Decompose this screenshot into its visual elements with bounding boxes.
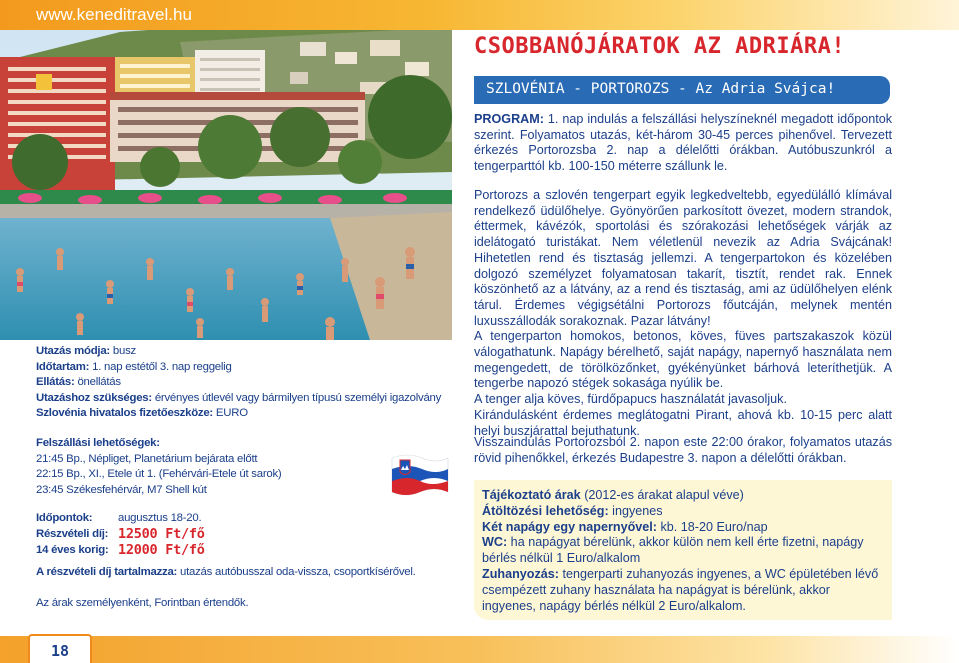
info-line: [482, 520, 884, 536]
currency-label: Szlovénia hivatalos fizetőeszköze:: [36, 407, 213, 420]
top-banner: [0, 0, 959, 30]
includes-label: A részvételi díj tartalmazza:: [36, 566, 178, 578]
program-body: 1. nap indulás a felszállási helyszíneknél megadott időpontok szerint. Folyamatos utazás, két-három 30-45 perces pihenővel. Tervezett érkezés Portorozsba 2. nap a délelőtti órákban. Autóbuszunkról a tengerparttól kb. 100-150 méterre szállunk le.: [474, 112, 893, 174]
travel-mode: [36, 344, 441, 360]
price-note: Az árak személyenként, Forintban értendők.: [36, 597, 249, 609]
departure-item: 23:45 Székesfehérvár, M7 Shell kút: [36, 483, 207, 496]
travel-currency: [36, 406, 441, 422]
travel-docs: [36, 391, 441, 407]
program-label: PROGRAM:: [474, 112, 544, 126]
departure-list: [36, 436, 281, 498]
dates-value: augusztus 18-20.: [118, 512, 202, 524]
travel-duration: [36, 360, 441, 376]
price-includes: [36, 565, 416, 581]
footer-bar: [0, 636, 959, 663]
info-value: ha napágyat bérelünk, akkor külön nem kell érte fizetni, napágy bérlés nélkül 1 Euro/alkalom: [482, 535, 864, 566]
departure-label: Felszállási lehetőségek:: [36, 437, 160, 449]
slovenia-flag-icon: [388, 450, 452, 500]
duration-label: Időtartam:: [36, 360, 90, 373]
info-label: WC:: [482, 535, 508, 550]
info-line: [482, 535, 884, 567]
info-label: Zuhanyozás:: [482, 566, 559, 581]
fee-price: 12500 Ft/fő: [118, 526, 205, 542]
info-value: (2012-es árakat alapul véve): [580, 488, 744, 502]
fee-row: [36, 527, 436, 543]
child-fee-row: [36, 543, 436, 559]
description-paragraph: A tenger alja köves, fürdőpapucs használatát javasoljuk.: [474, 392, 787, 407]
subtitle-banner: [474, 76, 890, 104]
fee-label: Részvételi díj:: [36, 528, 109, 540]
description-paragraph: Kirándulásként érdemes meglátogatni Pirant, ahová kb. 10-15 perc alatt helyi buszjárattal bejuthatunk.: [474, 407, 892, 438]
info-value: tengerparti zuhanyozás ingyenes, a WC épületében lévő csempézett zuhany használata ha napágyat is bérelünk, akkor ingyenes, napágy bérlés nélkül 2 Euro/alkalom.: [482, 566, 879, 613]
travel-mode-value: busz: [109, 345, 136, 357]
info-line: [482, 567, 884, 614]
child-fee-price: 12000 Ft/fő: [118, 542, 205, 558]
info-value: kb. 18-20 Euro/nap: [656, 519, 768, 534]
info-value: ingyenes: [608, 503, 663, 518]
child-fee-label: 14 éves korig:: [36, 544, 109, 556]
program-text: [474, 112, 892, 175]
includes-value: utazás autóbusszal oda-vissza, csoportkísérővel.: [177, 566, 416, 578]
info-line: [482, 488, 884, 504]
duration-value: 1. nap estétől 3. nap reggelig: [89, 360, 232, 373]
description-text: [474, 188, 892, 439]
description-paragraph: A tengerparton homokos, betonos, köves, füves partszakaszok közül válogathatunk. Napágy bérelhető, saját napágy, napernyő használata nem megengedett, de törölközőnket, gyékényünket bárhová leteríthetjük. A tengerbe napozó stégek sokasága nyúlik be.: [474, 329, 892, 391]
docs-label: Utazáshoz szükséges:: [36, 391, 152, 404]
page-number: 18: [50, 642, 70, 660]
info-label: Átöltözési lehetőség:: [482, 503, 609, 518]
return-trip-text: Visszaindulás Portorozsból 2. napon este 22:00 órakor, folyamatos utazás rövid pihenőkkel, érkezés Budapestre 3. napon a délelőtti órákban.: [474, 435, 892, 465]
travel-board: [36, 375, 441, 391]
currency-value: EURO: [212, 407, 248, 420]
travel-mode-label: Utazás módja:: [36, 345, 110, 357]
departure-item: 21:45 Bp., Népliget, Planetárium bejárata előtt: [36, 452, 258, 465]
info-label: Két napágy egy napernyővel:: [482, 519, 657, 534]
docs-value: érvényes útlevél vagy bármilyen típusú személyi igazolvány: [151, 391, 442, 404]
site-url[interactable]: www.keneditravel.hu: [36, 5, 192, 24]
departure-item: 22:15 Bp., XI., Etele út 1. (Fehérvári-Etele út sarok): [36, 468, 282, 481]
dates-and-prices: [36, 511, 436, 559]
info-label: Tájékoztató árak: [482, 488, 581, 502]
page-number-tab: [28, 634, 92, 663]
board-label: Ellátás:: [36, 376, 75, 389]
description-paragraph: Portorozs a szlovén tengerpart egyik legkedveltebb, egyedülálló klímával rendelkező üdülőhelye. Gyönyörűen parkosított övezet, modern strandok, éttermek, kávézók, sportolási és szórakozási lehetőségek várják az idelátogató turistákat. Nem véletlenül nevezik az Adria Svájcának! Hihetetlen rend és tisztaság jellemzi. A tengerpartokon és közelében dolgozó személyzet folyamatosan takarít, tisztít, rendet rak. Ennek köszönhető az a látvány, az a rend és tisztaság, ami az üdülőhelyen elénk tárul. Érdemes végigsétálni Portorozs főutcáján, melynek mentén luxusszállodák sorakoznak. Pazar látvány!: [474, 188, 892, 328]
subtitle-text: SZLOVÉNIA - PORTOROZS - Az Adria Svájca!: [486, 81, 836, 97]
board-value: önellátás: [74, 376, 121, 389]
main-headline: CSOBBANÓJÁRATOK AZ ADRIÁRA!: [474, 34, 846, 59]
dates-label: Időpontok:: [36, 512, 93, 524]
dates-row: [36, 511, 436, 527]
travel-details: [36, 344, 441, 422]
info-line: [482, 504, 884, 520]
beach-photo: [0, 22, 452, 340]
price-info-box: [474, 480, 892, 620]
portoroz-beach-image: [0, 22, 452, 340]
